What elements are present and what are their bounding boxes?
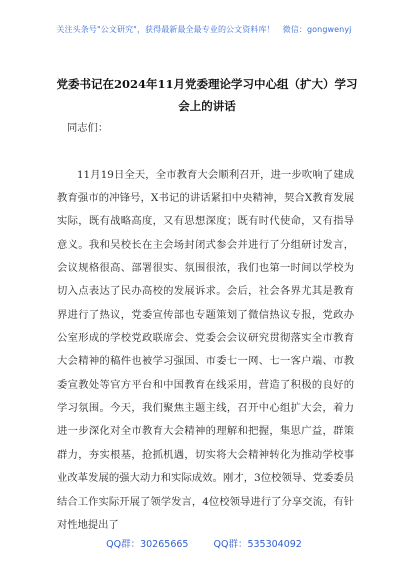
footer-qq-group-1: QQ群：30265665 xyxy=(106,539,189,550)
footer-qq-group-2: QQ群：535304092 xyxy=(213,539,302,550)
document-title: 党委书记在2024年11月党委理论学习中心组（扩大）学习会上的讲话 xyxy=(56,77,358,113)
footer xyxy=(0,536,408,550)
header-promo-text: 关注头条号"公文研究"，获得最新最全最专业的公文资料库！ xyxy=(56,25,275,34)
salutation: 同志们： xyxy=(67,122,109,134)
document-body xyxy=(57,117,354,537)
header-banner xyxy=(0,24,408,35)
header-wechat-id: 微信：gongwenyj xyxy=(282,25,352,34)
body-paragraph: 11月19日全天，全市教育大会顺利召开，进一步吹响了建成教育强市的冲锋号，X书记的讲话紧扣中央精神，契合X教育发展实际，既有战略高度，又有思想深度；既有时代使命，又有指导意义。我和吴校长在主会场封闭式参会并进行了分组研讨发言，会议规格很高、部署很实、氛围很浓，我们也第一时间以学校为切入点表达了民办高校的发展诉求。会后，社会各界尤其是教育界进行了热议，党委宣传部也专题策划了微信热议专报，党政办公室形成的学校党政联席会、党委会会议研究贯彻落实全市教育大会精神的稿件也被学习强国、市委七一网、七一客户端、市教委宣教处等官方平台和中国教育在线采用，营造了积极的良好的学习氛围。今天，我们聚焦主题主线，召开中心组扩大会，着力进一步深化对全市教育大会精神的理解和把握，集思广益，群策群力，夯实根基，抢抓机遇，切实将大会精神转化为推动学校事业改革发展的强大动力和实际成效。刚才，3位校领导、党委委员结合工作实际开展了领学发言，4位校领导进行了分享交流，有针对性地提出了 xyxy=(57,168,354,531)
